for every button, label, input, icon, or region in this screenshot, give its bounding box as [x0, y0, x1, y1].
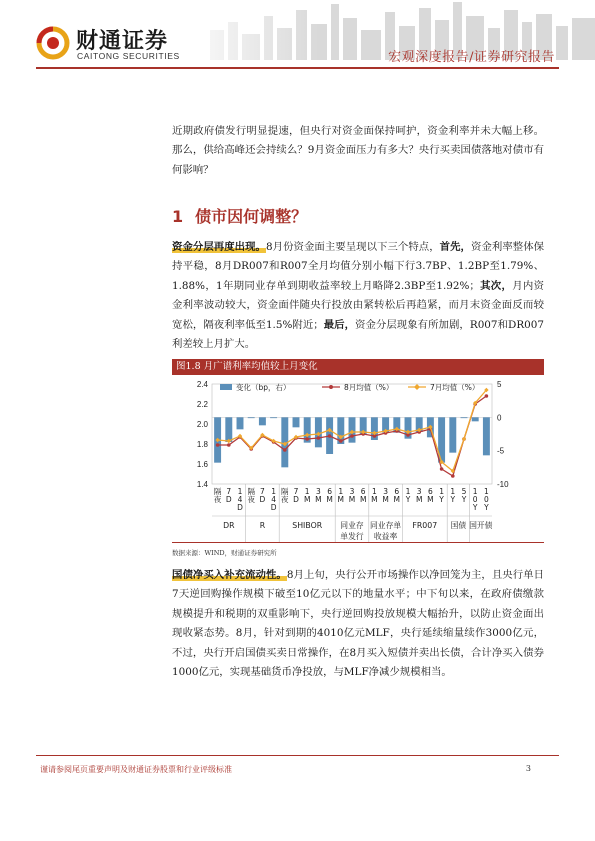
treasury-paragraph — [172, 566, 544, 682]
category-label: 6 — [327, 487, 332, 496]
category-label: M — [393, 495, 401, 504]
legend-august-swatch — [329, 385, 333, 389]
change-bar — [248, 417, 255, 418]
august-mean-point — [216, 443, 220, 447]
group-label: 收益率 — [373, 532, 398, 541]
category-label: M — [315, 495, 322, 504]
header-divider — [36, 67, 559, 69]
left-axis-tick-label: 1.6 — [196, 460, 208, 469]
report-type-label: 宏观深度报告/证券研究报告 — [388, 50, 555, 65]
category-label: M — [326, 495, 333, 504]
category-label: 1 — [450, 487, 456, 496]
right-axis-tick-label: -5 — [497, 446, 505, 456]
caitong-logo-icon — [36, 26, 70, 60]
group-label: FR007 — [412, 521, 438, 530]
left-axis-tick-label: 2.4 — [196, 380, 208, 389]
group-label: 国开债 — [469, 521, 493, 530]
group-label: 国债 — [450, 521, 467, 530]
august-mean-point — [283, 448, 287, 452]
change-bar — [237, 417, 244, 429]
category-label: 隔 — [281, 487, 289, 496]
footer-divider — [36, 755, 559, 756]
category-label: 3 — [383, 487, 388, 496]
change-bar — [225, 417, 232, 442]
category-label: D — [293, 495, 299, 504]
category-label: 夜 — [213, 495, 222, 504]
keyword-second: 其次， — [479, 279, 513, 292]
category-label: 3 — [316, 487, 321, 496]
category-label: D — [225, 495, 232, 504]
category-label: Y — [439, 495, 444, 504]
category-label: 0 — [484, 495, 489, 504]
treasury-lead: 国债净买入补充流动性。 — [172, 569, 287, 581]
category-label: 5 — [461, 487, 467, 496]
category-label: 夜 — [247, 495, 255, 504]
category-label: 7 — [226, 487, 232, 496]
august-mean-point — [350, 434, 354, 438]
category-label: 0 — [472, 495, 478, 504]
figure-bottom-rule — [172, 542, 544, 543]
category-label: D — [237, 503, 243, 512]
rate-change-chart — [172, 376, 544, 542]
section-title-text: 债市因何调整？ — [195, 207, 308, 226]
category-label: 1 — [405, 487, 411, 496]
figure-title: 图1.8 月广谱利率均值较上月变化 — [172, 359, 544, 375]
funding-text-2: 资金利率整体保持平稳，8月DR007和R007全月均值分别小幅下行3.7BP、1.2BP至1.79%、1.88%，1年期同业存单到期收益率较上月略降2.3BP至1.92%； — [172, 241, 545, 292]
funding-paragraph — [172, 238, 544, 354]
august-mean-point — [485, 394, 489, 398]
right-axis-tick-label: 0 — [497, 413, 502, 423]
right-axis-tick-label: 5 — [497, 380, 502, 389]
category-label: M — [382, 495, 389, 504]
left-axis-tick-label: 1.8 — [196, 440, 208, 449]
category-label: 6 — [428, 487, 433, 496]
category-label: 1 — [338, 487, 344, 496]
august-mean-point — [317, 436, 321, 440]
treasury-text: 8月上旬，央行公开市场操作以净回笼为主，且央行单日7天逆回购操作规模下破至10亿元以下的地量水平；中下旬以来，在政府债缴款规模提升和税期的双重影响下，央行逆回购投放规模大幅抬升，以防止资金面出现收紧态势。8月，针对到期的4010亿元MLF，央行延续缩量续作3000亿元，不过，央行开启国债买卖日常操作，在8月买入短债并卖出长债，合计净买入债券1000亿元，实现基础货币净投放，与MLF净减少规模相当。 — [172, 569, 545, 679]
funding-text-1: 8月份资金面主要呈现以下三个特点， — [265, 241, 440, 253]
group-label: R — [259, 521, 266, 530]
category-label: Y — [484, 503, 489, 512]
category-label: 7 — [260, 487, 265, 496]
category-label: Y — [450, 495, 456, 504]
category-label: Y — [405, 495, 411, 504]
category-label: M — [371, 495, 378, 504]
august-mean-point — [451, 474, 455, 478]
page-header — [0, 0, 595, 72]
category-label: M — [348, 495, 356, 504]
category-label: 1 — [472, 487, 478, 496]
august-mean-point — [440, 467, 444, 471]
change-bar — [270, 417, 277, 418]
group-label: 同业存 — [340, 521, 364, 530]
logo-english-name: CAITONG SECURITIES — [77, 51, 180, 61]
category-label: D — [270, 503, 277, 512]
page-number: 3 — [525, 764, 531, 773]
category-label: 夜 — [281, 495, 289, 504]
change-bar — [461, 417, 468, 418]
legend-label: 7月均值（%） — [430, 383, 480, 392]
figure-source: 数据来源：WIND，财通证券研究所 — [172, 549, 277, 557]
category-label: 3 — [416, 487, 422, 496]
logo-chinese-name: 财通证券 — [76, 29, 169, 54]
left-axis-tick-label: 2.2 — [196, 400, 208, 409]
august-mean-point — [305, 437, 309, 441]
category-label: 1 — [439, 487, 444, 496]
change-bar — [472, 417, 479, 421]
category-label: 6 — [360, 487, 366, 496]
group-label: 单发行 — [340, 532, 364, 541]
section-heading — [172, 204, 307, 227]
group-label: SHIBOR — [292, 521, 323, 530]
left-axis-tick-label: 1.4 — [196, 480, 208, 489]
category-label: M — [415, 495, 423, 504]
right-axis-tick-label: -10 — [497, 480, 509, 489]
change-bar — [449, 417, 456, 452]
intro-paragraph — [172, 122, 544, 180]
funding-lead: 资金分层再度出现。 — [172, 241, 266, 253]
category-label: M — [303, 495, 311, 504]
category-label: M — [337, 495, 345, 504]
group-label: 同业存单 — [370, 521, 402, 530]
category-label: 1 — [372, 487, 377, 496]
legend-label: 变化（bp，右） — [236, 383, 291, 392]
category-label: 1 — [271, 487, 276, 496]
category-label: 3 — [349, 487, 355, 496]
keyword-first: 首先， — [439, 241, 471, 253]
august-mean-point — [227, 443, 231, 447]
intro-text: 近期政府债发行明显提速，但央行对资金面保持呵护，资金利率并未大幅上移。那么，供给高峰还会持续么？9月资金面压力有多大？央行买卖国债落地对债市有何影响？ — [172, 125, 544, 176]
july-mean-point — [462, 437, 466, 441]
group-label: DR — [223, 521, 235, 530]
category-label: 4 — [271, 495, 276, 504]
funding-text-4: 资金分层现象有所加剧，R007和DR007利差较上月扩大。 — [172, 318, 544, 351]
category-label: M — [427, 495, 434, 504]
left-axis-tick-label: 2.0 — [196, 420, 208, 429]
keyword-last: 最后， — [323, 318, 356, 331]
funding-text-3: 月内资金利率波动较大，资金面伴随央行投放由紧转松后再趋紧，而月末资金面反而较宽松，隔夜利率低至1.5%附近； — [172, 279, 545, 331]
category-label: Y — [461, 495, 467, 504]
change-bar — [259, 417, 266, 425]
change-bar — [483, 417, 490, 455]
category-label: 6 — [394, 487, 400, 496]
august-mean-point — [339, 439, 343, 443]
category-label: Y — [472, 503, 478, 512]
category-label: 1 — [304, 487, 310, 496]
category-label: 4 — [237, 495, 243, 504]
legend-july-swatch — [414, 384, 420, 390]
rate-change-chart-svg — [172, 376, 544, 542]
category-label: 1 — [237, 487, 243, 496]
category-label: D — [259, 495, 266, 504]
august-mean-point — [328, 434, 332, 438]
legend-bar-swatch — [220, 384, 232, 390]
section-number: 1 — [172, 207, 184, 226]
category-label: M — [359, 495, 367, 504]
footer-disclaimer: 谨请参阅尾页重要声明及财通证券股票和行业评级标准 — [40, 765, 232, 774]
category-label: 隔 — [213, 487, 222, 496]
change-bar — [293, 417, 300, 427]
category-label: 1 — [484, 487, 489, 496]
category-label: 隔 — [247, 487, 255, 496]
category-label: 7 — [293, 487, 299, 496]
legend-label: 8月均值（%） — [344, 383, 394, 392]
